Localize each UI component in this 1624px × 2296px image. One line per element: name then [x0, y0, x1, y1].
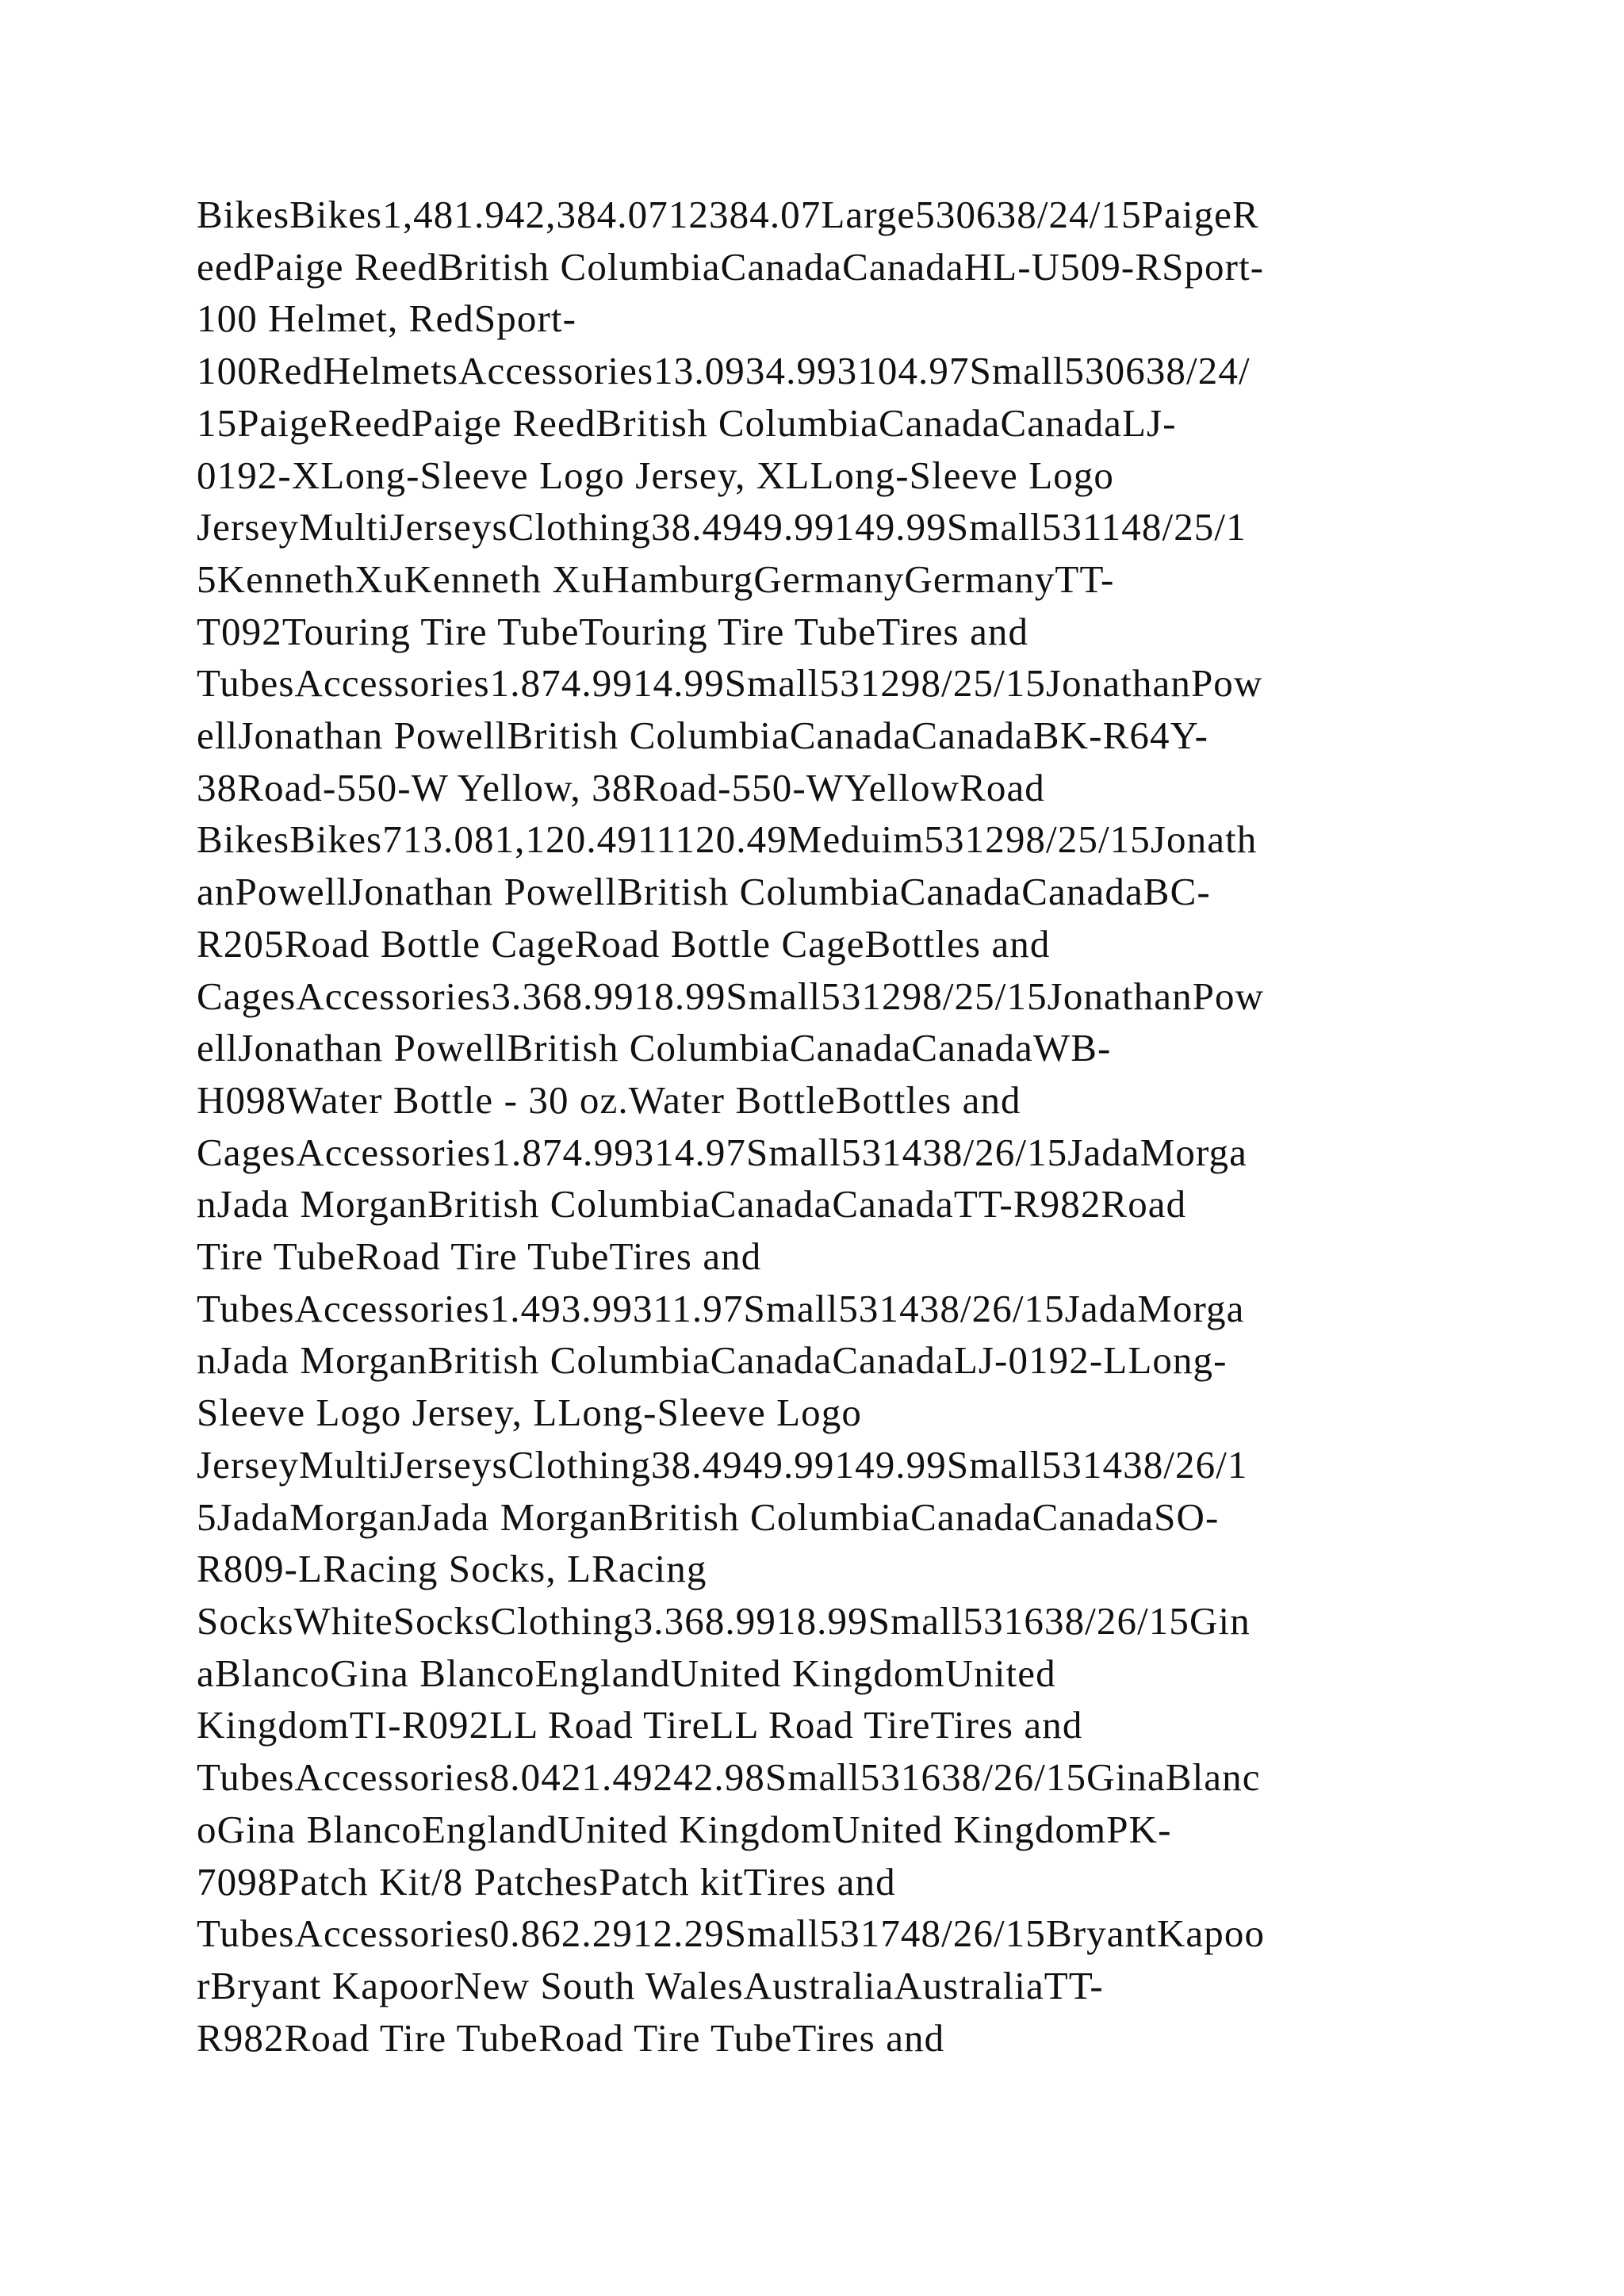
text-line: TubesAccessories1.493.99311.97Small531438/26/15JadaMorga: [197, 1286, 1245, 1330]
text-line: 5JadaMorganJada MorganBritish ColumbiaCanadaCanadaSO-: [197, 1494, 1220, 1539]
text-line: JerseyMultiJerseysClothing38.4949.99149.99Small531148/25/1: [197, 505, 1247, 549]
text-line: 15PaigeReedPaige ReedBritish ColumbiaCanadaCanadaLJ-: [197, 400, 1177, 445]
text-line: ellJonathan PowellBritish ColumbiaCanadaCanadaBK-R64Y-: [197, 714, 1209, 758]
text-line: JerseyMultiJerseysClothing38.4949.99149.99Small531438/26/1: [197, 1442, 1248, 1487]
text-line: R205Road Bottle CageRoad Bottle CageBottles and: [197, 921, 1051, 966]
text-line: BikesBikes713.081,120.4911120.49Meduim531298/25/15Jonath: [197, 817, 1258, 862]
text-line: 7098Patch Kit/8 PatchesPatch kitTires and: [197, 1859, 896, 1904]
text-line: 0192-XLong-Sleeve Logo Jersey, XLLong-Sleeve Logo: [197, 453, 1115, 497]
text-line: R982Road Tire TubeRoad Tire TubeTires and: [197, 2015, 945, 2060]
text-line: 100 Helmet, RedSport-: [197, 297, 577, 341]
text-line: ellJonathan PowellBritish ColumbiaCanadaCanadaWB-: [197, 1026, 1112, 1070]
text-line: Sleeve Logo Jersey, LLong-Sleeve Logo: [197, 1391, 862, 1435]
text-line: CagesAccessories3.368.9918.99Small531298/25/15JonathanPow: [197, 974, 1265, 1018]
text-line: 5KennethXuKenneth XuHamburgGermanyGermanyTT-: [197, 557, 1115, 601]
text-line: Tire TubeRoad Tire TubeTires and: [197, 1234, 762, 1279]
text-line: nJada MorganBritish ColumbiaCanadaCanadaTT-R982Road: [197, 1182, 1187, 1226]
text-line: SocksWhiteSocksClothing3.368.9918.99Small531638/26/15Gin: [197, 1598, 1251, 1643]
text-line: rBryant KapoorNew South WalesAustraliaAustraliaTT-: [197, 1963, 1104, 2007]
text-line: anPowellJonathan PowellBritish ColumbiaCanadaCanadaBC-: [197, 870, 1211, 914]
text-line: oGina BlancoEnglandUnited KingdomUnited KingdomPK-: [197, 1807, 1172, 1851]
document-text: [197, 189, 1450, 2064]
text-line: T092Touring Tire TubeTouring Tire TubeTires and: [197, 609, 1029, 653]
text-line: TubesAccessories8.0421.49242.98Small531638/26/15GinaBlanc: [197, 1755, 1261, 1800]
text-line: R809-LRacing Socks, LRacing: [197, 1547, 707, 1591]
text-line: eedPaige ReedBritish ColumbiaCanadaCanadaHL-U509-RSport-: [197, 244, 1265, 289]
text-line: nJada MorganBritish ColumbiaCanadaCanadaLJ-0192-LLong-: [197, 1338, 1228, 1383]
text-line: 38Road-550-W Yellow, 38Road-550-WYellowRoad: [197, 765, 1045, 809]
text-line: TubesAccessories1.874.9914.99Small531298/25/15JonathanPow: [197, 661, 1263, 706]
text-line: KingdomTI-R092LL Road TireLL Road TireTires and: [197, 1703, 1083, 1747]
text-line: BikesBikes1,481.942,384.0712384.07Large530638/24/15PaigeR: [197, 193, 1259, 236]
text-line: TubesAccessories0.862.2912.29Small531748/26/15BryantKapoo: [197, 1911, 1266, 1956]
text-line: aBlancoGina BlancoEnglandUnited KingdomUnited: [197, 1651, 1056, 1695]
text-line: 100RedHelmetsAccessories13.0934.993104.97Small530638/24/: [197, 349, 1251, 393]
text-line: CagesAccessories1.874.99314.97Small531438/26/15JadaMorga: [197, 1130, 1248, 1174]
text-line: H098Water Bottle - 30 oz.Water BottleBottles and: [197, 1077, 1021, 1122]
